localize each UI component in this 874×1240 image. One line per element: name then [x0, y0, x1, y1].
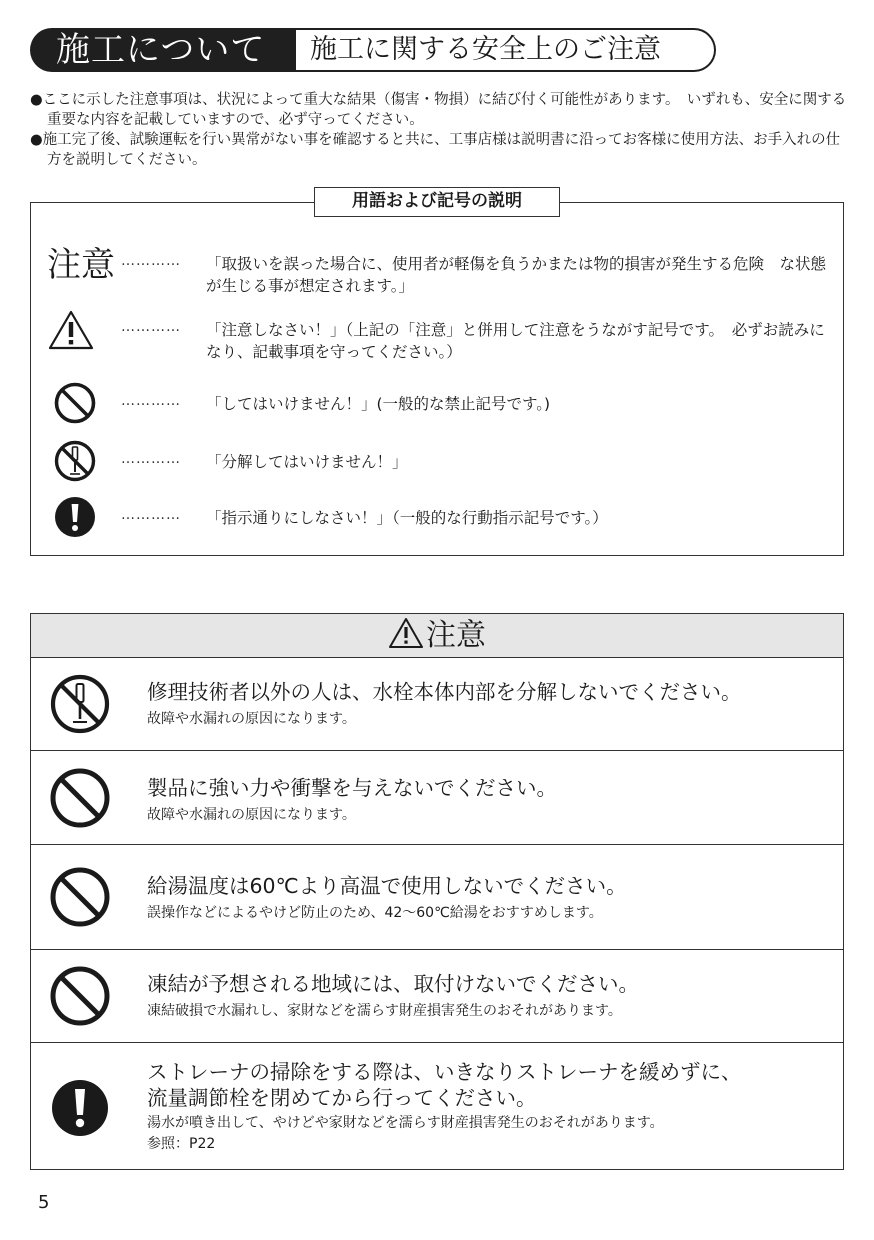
- caution-sub-text: 凍結破損で水漏れし、家財などを濡らす財産損害発生のおそれがあります。: [147, 1003, 622, 1019]
- section-label: 施工について: [30, 28, 292, 72]
- leader-dots: …………: [121, 451, 181, 467]
- caution-main-text: 給湯温度は60℃より高温で使用しないでください。: [147, 874, 627, 898]
- caution-main-text: 凍結が予想される地域には、取付けないでください。: [147, 972, 639, 996]
- symbol-legend: [30, 191, 844, 556]
- caution-heading-text: 注意: [426, 618, 486, 653]
- warning-triangle-icon: [388, 617, 424, 649]
- legend-text: 「指示通りにしなさい！」（一般的な行動指示記号です。）: [206, 509, 608, 527]
- prohibition-icon: [49, 866, 111, 932]
- no-disassembly-icon: [53, 439, 97, 487]
- page-number: 5: [38, 1192, 50, 1213]
- intro-notes: [30, 90, 850, 170]
- leader-dots: …………: [121, 507, 181, 523]
- mandatory-action-icon: [49, 1077, 111, 1143]
- intro-note-2: ●施工完了後、試験運転を行い異常がない事を確認すると共に、工事店様は説明書に沿ってお客様に使用方法、お手入れの仕方を説明してください。: [30, 132, 841, 168]
- page-reference: 参照：P22: [147, 1136, 216, 1152]
- caution-main-line: 流量調節栓を閉めてから行ってください。: [147, 1086, 537, 1110]
- leader-dots: …………: [121, 393, 181, 409]
- legend-text: 「注意しなさい！」（上記の「注意」と併用して注意をうながす記号です。 必ずお読みになり、記載事項を守ってください。）: [206, 321, 825, 361]
- caution-row: [31, 845, 843, 950]
- prohibition-icon: [49, 965, 111, 1031]
- caution-word: 注意: [47, 245, 115, 285]
- caution-main-text: 修理技術者以外の人は、水栓本体内部を分解しないでください。: [147, 680, 742, 704]
- caution-sub-text: 湯水が噴き出して、やけどや家財などを濡らす財産損害発生のおそれがあります。: [147, 1115, 664, 1131]
- caution-main-text: 製品に強い力や衝撃を与えないでください。: [147, 776, 557, 800]
- prohibition-icon: [53, 381, 97, 429]
- caution-sub-text: 故障や水漏れの原因になります。: [147, 807, 356, 823]
- intro-note-1: ●ここに示した注意事項は、状況によって重大な結果（傷害・物損）に結び付く可能性があります。 いずれも、安全に関する重要な内容を記載していますので、必ず守ってください。: [30, 92, 847, 128]
- leader-dots: …………: [121, 253, 181, 269]
- section-header: [30, 28, 716, 72]
- prohibition-icon: [49, 767, 111, 833]
- leader-dots: …………: [121, 319, 181, 335]
- caution-sub-text: 故障や水漏れの原因になります。: [147, 711, 356, 727]
- legend-text: 「分解してはいけません！」: [206, 453, 408, 471]
- no-disassembly-icon: [49, 673, 111, 739]
- caution-main-text: [147, 1059, 827, 1111]
- legend-text: 「取扱いを誤った場合に、使用者が軽傷を負うかまたは物的損害が発生する危険 な状態が生じる事が想定されます。」: [206, 255, 827, 295]
- caution-row: [31, 950, 843, 1043]
- caution-heading: [31, 614, 843, 658]
- caution-row: [31, 751, 843, 845]
- mandatory-action-icon: [53, 495, 97, 543]
- page-title: 施工に関する安全上のご注意: [296, 28, 716, 72]
- warning-triangle-icon: [47, 309, 95, 355]
- legend-text: 「してはいけません！」(一般的な禁止記号です。): [206, 395, 551, 413]
- caution-row: [31, 657, 843, 751]
- caution-sub-text: 誤操作などによるやけど防止のため、42～60℃給湯をおすすめします。: [147, 905, 603, 921]
- caution-row: [31, 1043, 843, 1169]
- caution-table: [30, 613, 844, 1170]
- legend-title: 用語および記号の説明: [314, 187, 560, 217]
- caution-main-line: ストレーナの掃除をする際は、いきなりストレーナを緩めずに、: [147, 1060, 742, 1084]
